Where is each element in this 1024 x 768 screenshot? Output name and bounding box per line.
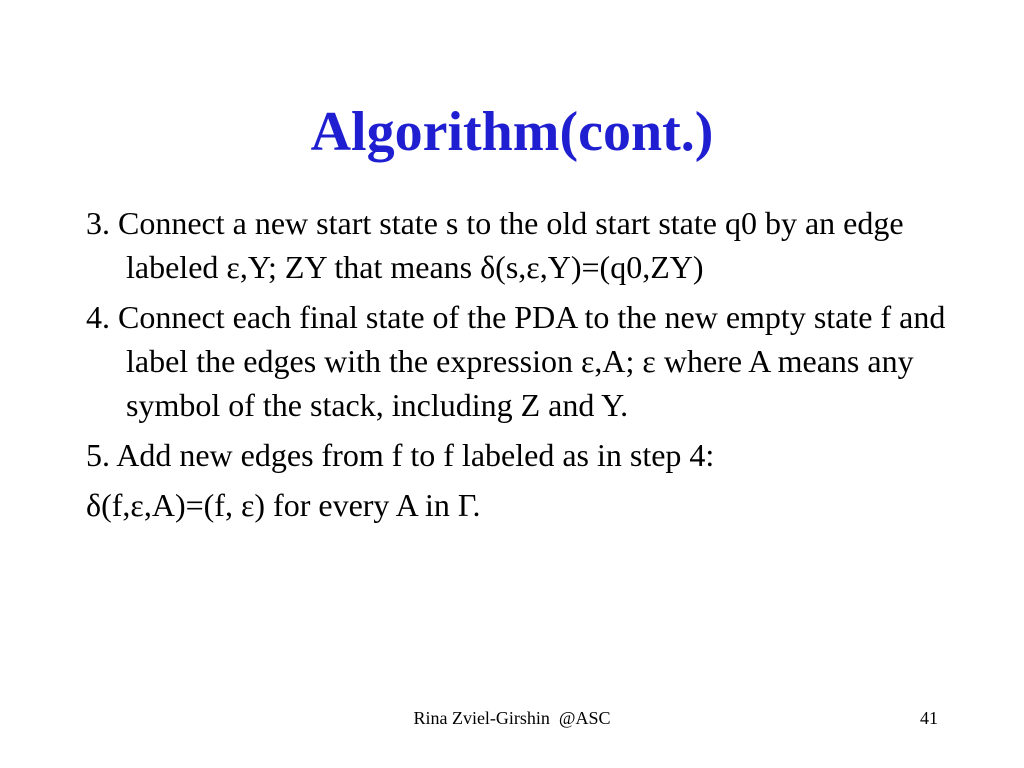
step-4-text: 4. Connect each final state of the PDA to the new empty state f and label the edges with the expression ε,A; ε where A means any symbol of the stack, including Z and Y. <box>86 299 946 423</box>
transition-formula: δ(f,ε,A)=(f, ε) for every A in Γ. <box>86 487 481 523</box>
slide-body <box>86 201 946 533</box>
footer-author: Rina Zviel-Girshin @ASC <box>413 708 611 728</box>
page-number: 41 <box>920 708 938 728</box>
slide-title: Algorithm(cont.) <box>310 101 714 163</box>
step-5-text: 5. Add new edges from f to f labeled as in step 4: <box>86 437 715 473</box>
step-3-text: 3. Connect a new start state s to the old start state q0 by an edge labeled ε,Y; ZY that means δ(s,ε,Y)=(q0,ZY) <box>86 205 904 285</box>
